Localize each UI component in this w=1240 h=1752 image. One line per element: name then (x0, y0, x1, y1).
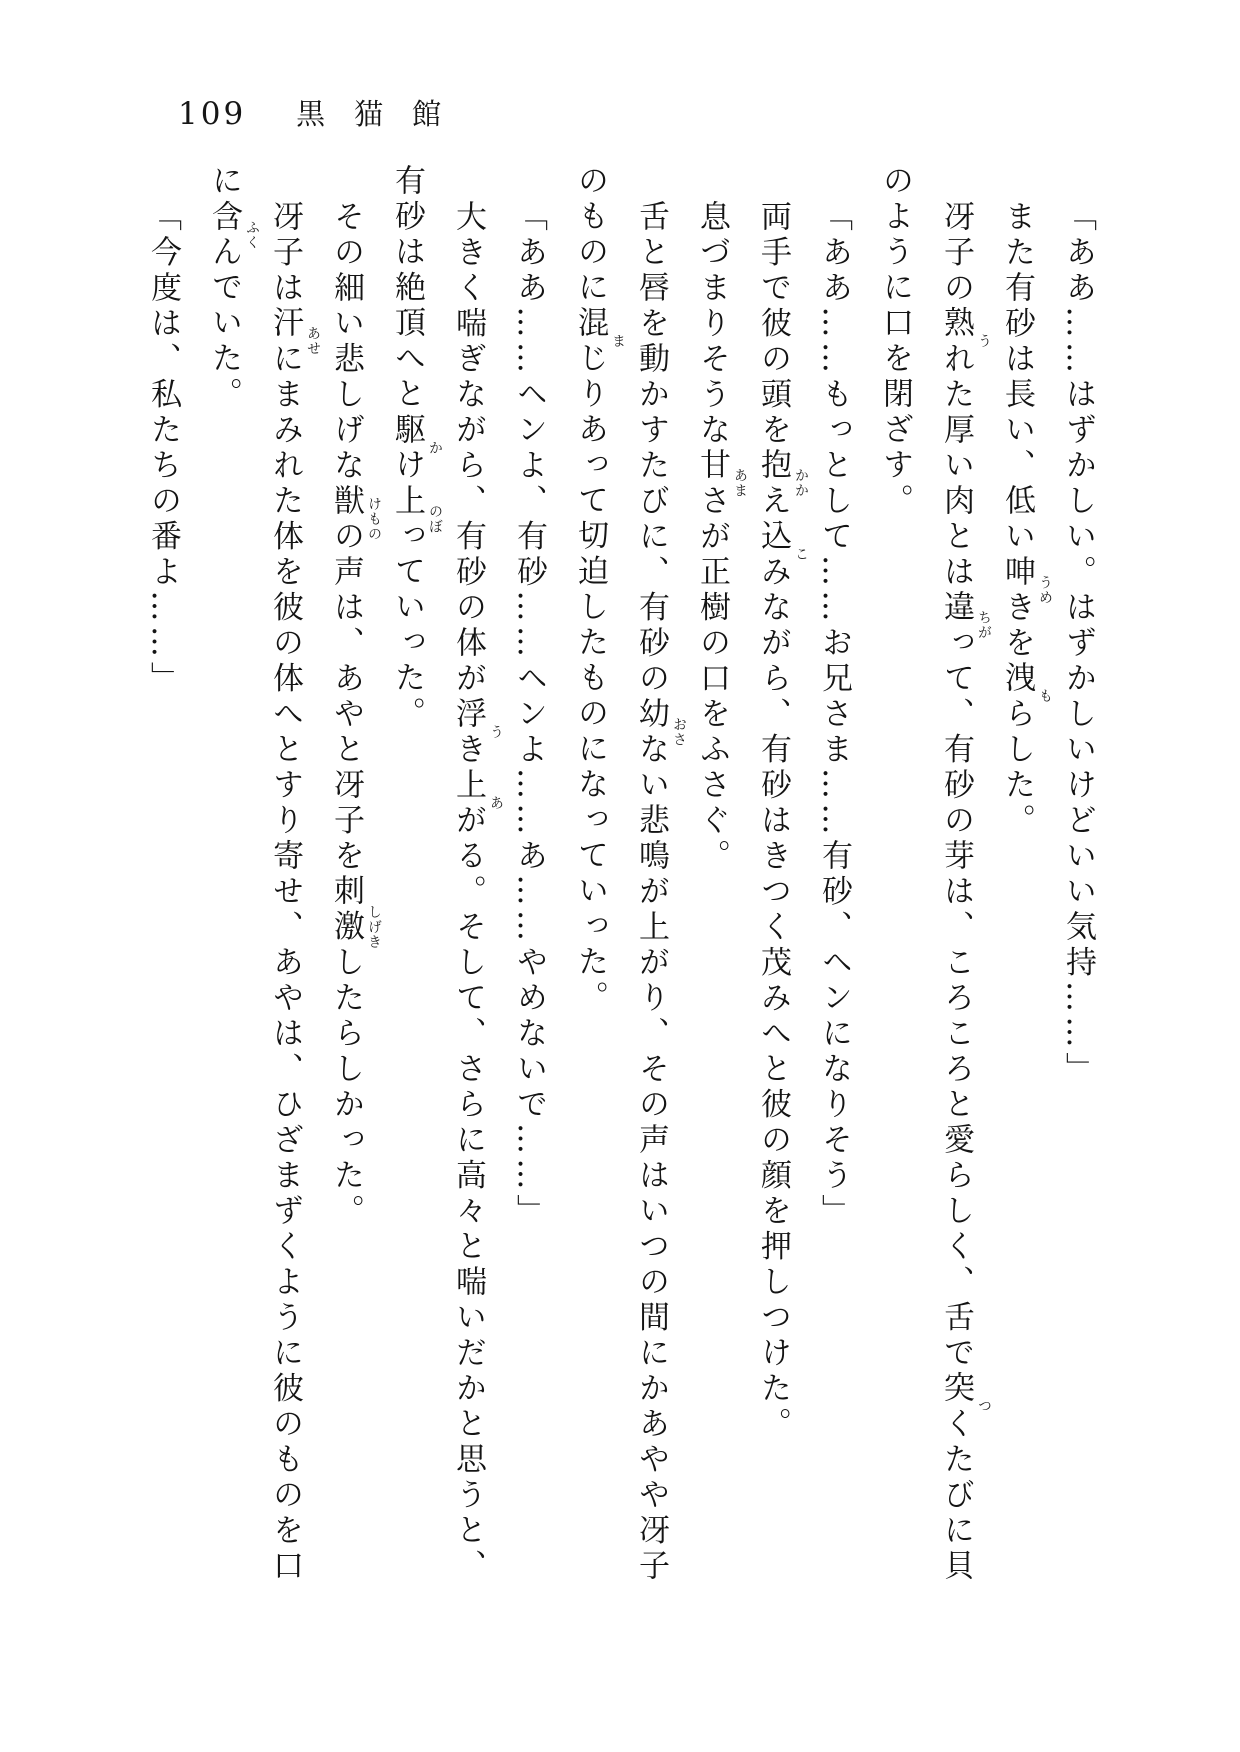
text-segment: んでいた。 (206, 235, 242, 413)
furigana: うめ (1037, 575, 1053, 605)
text-segment: って、有砂の芽は、ころころと愛らしく、舌で (938, 625, 974, 1371)
body-text (132, 164, 1108, 1584)
paragraph (681, 164, 748, 1584)
text-segment: 大きく喘ぎながら、有砂の体が (450, 199, 486, 697)
text-segment: みながら、有砂はきつく茂みへと彼の顔を押しつけた。 (755, 554, 791, 1442)
furigana: う (976, 334, 992, 349)
furigana: う (488, 724, 504, 740)
furigana: けもの (366, 496, 382, 542)
paragraph (986, 164, 1053, 1584)
text-segment: じりあって切迫したものになっていった。 (572, 341, 608, 1016)
furigana: のぼ (427, 504, 443, 534)
text-segment: 「ああ……もっとして……お兄さま……有砂、ヘンになりそう」 (816, 199, 852, 1229)
furigana: おさ (671, 717, 687, 747)
ruby-base: 抱 かか (755, 448, 791, 484)
text-segment: れた厚い肉とは (938, 341, 974, 590)
ruby-base: 呻 うめ (999, 555, 1035, 591)
book-title: 黒猫館 (296, 97, 471, 131)
text-segment: 「ああ……はずかしい。はずかしいけどいい気持……」 (1060, 199, 1096, 1087)
ruby-base: 獣 けもの (328, 484, 364, 520)
ruby-base: 上 あ (450, 768, 486, 804)
text-segment: 「ああ……ヘンよ、有砂……ヘンよ……あ……やめないで……」 (511, 199, 547, 1229)
text-segment: きを (999, 590, 1035, 661)
ruby-base: 汗 あせ (267, 306, 303, 342)
text-segment: また有砂は長い、低い (999, 199, 1035, 555)
text-segment: ない悲鳴が上がり、その声はいつの間にかあやや冴子のものに (572, 164, 669, 1584)
ruby-base: 違 ちが (938, 590, 974, 626)
text-segment: 「今度は、私たちの番よ……」 (145, 199, 181, 697)
text-segment: っていった。 (389, 519, 425, 732)
paragraph (193, 164, 321, 1584)
text-segment: さが正樹の口をふさぐ。 (694, 483, 730, 874)
paragraph (864, 164, 992, 1584)
text-segment: 冴子の (938, 199, 974, 306)
text-segment: 冴子は (267, 199, 303, 306)
furigana: あま (732, 468, 748, 499)
paragraph (742, 164, 809, 1584)
text-segment: 息づまりそうな (694, 199, 730, 448)
furigana: ちが (976, 610, 992, 641)
text-segment: え (755, 483, 791, 519)
paragraph (498, 164, 559, 1584)
furigana: ふく (244, 220, 260, 250)
furigana: かか (793, 468, 809, 499)
page-number: 109 (178, 96, 247, 132)
ruby-base: 刺激 しげき (328, 874, 364, 945)
text-segment: き (450, 732, 486, 768)
text-segment: 舌と唇を動かすたびに、有砂の (633, 199, 669, 697)
ruby-base: 含 ふく (206, 200, 242, 236)
text-segment: にまみれた体を彼の体へとすり寄せ、あやは、ひざまずくように彼のものを口に (206, 164, 303, 1584)
text-segment: け (389, 448, 425, 484)
paragraph (1047, 164, 1108, 1584)
ruby-base: 熟 う (938, 306, 974, 342)
ruby-base: 幼 おさ (633, 697, 669, 733)
paragraph (376, 164, 504, 1584)
ruby-base: 駆 か (389, 413, 425, 449)
ruby-base: 上 のぼ (389, 484, 425, 520)
furigana: も (1037, 689, 1053, 704)
ruby-base: 甘 あま (694, 448, 730, 484)
ruby-base: 込 こ (755, 519, 791, 555)
text-segment: の声は、あやと冴子を (328, 519, 364, 874)
furigana: か (427, 440, 443, 456)
ruby-base: 浮 う (450, 697, 486, 733)
text-segment: がる。そして、さらに高々と喘いだかと思うと、有砂は絶頂へと (389, 164, 486, 1584)
ruby-base: 洩 も (999, 661, 1035, 697)
text-segment: 両手で彼の頭を (755, 199, 791, 448)
text-segment: くたびに貝のように口を閉ざす。 (877, 164, 974, 1584)
furigana: つ (976, 1399, 992, 1414)
furigana: あ (488, 795, 504, 811)
text-segment: したらしかった。 (328, 945, 364, 1229)
furigana: こ (793, 547, 809, 562)
furigana: ま (610, 334, 626, 349)
paragraph (132, 164, 193, 1584)
running-header (178, 92, 471, 132)
furigana: しげき (366, 904, 382, 950)
paragraph (559, 164, 687, 1584)
paragraph (803, 164, 864, 1584)
paragraph (315, 164, 382, 1584)
furigana: あせ (305, 326, 321, 357)
text-segment: らした。 (999, 696, 1035, 839)
ruby-base: 突 つ (938, 1371, 974, 1407)
text-segment: その細い悲しげな (328, 199, 364, 484)
ruby-base: 混 ま (572, 306, 608, 342)
